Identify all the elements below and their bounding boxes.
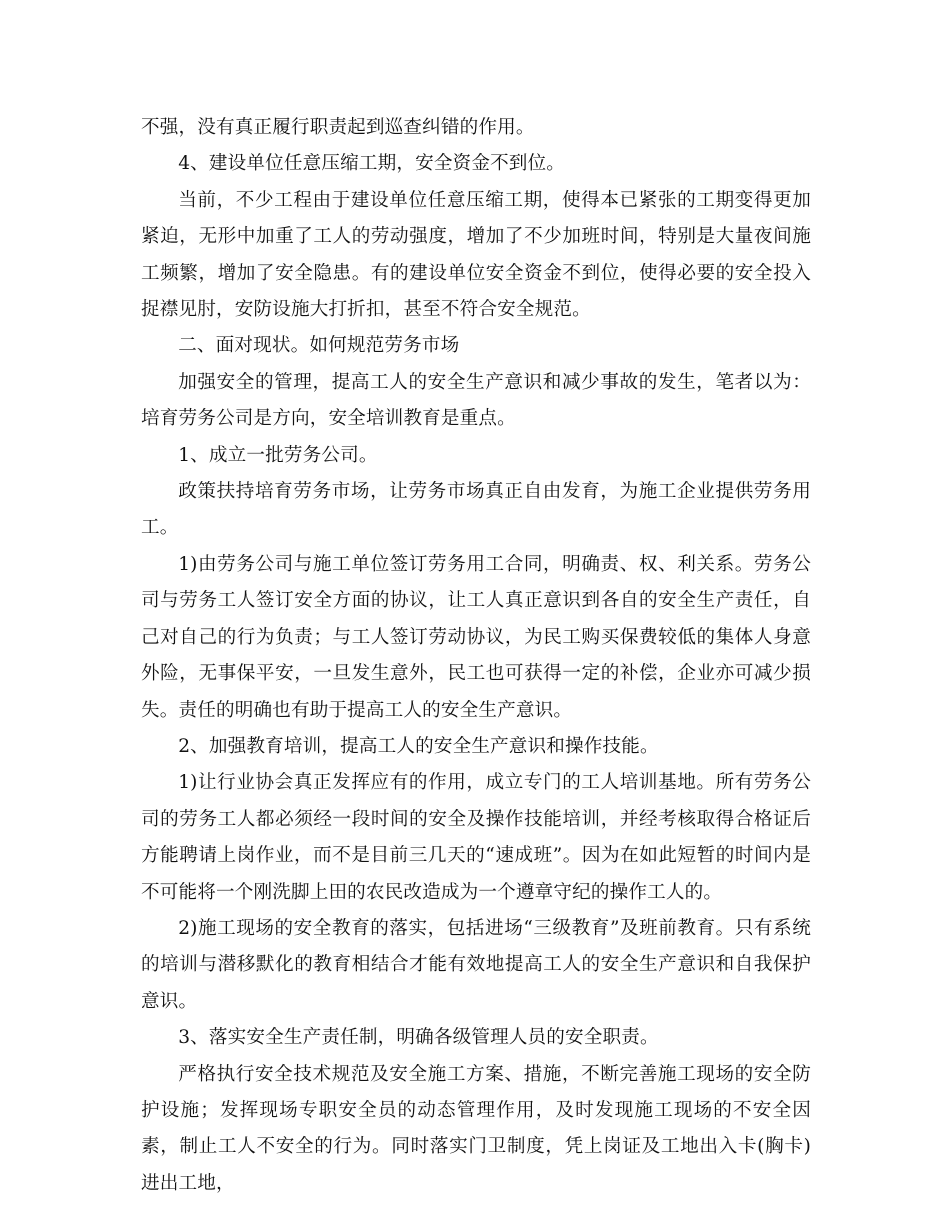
heading-item-4: 4、建设单位任意压缩工期，安全资金不到位。 xyxy=(178,153,566,175)
paragraph-training-base: 1)让行业协会真正发挥应有的作用，成立专门的工人培训基地。所有劳务公司的劳务工人都必须经一段时间的安全及操作技能培训，并经考核取得合格证后方能聘请上岗作业，而不是目前三几天的“速成班”。因为在如此短暂的时间内是不可能将一个刚洗脚上田的农民改造成为一个遵章守纪的操作工人的。 xyxy=(141,772,811,903)
heading-item-1: 1、成立一批劳务公司。 xyxy=(178,444,378,466)
paragraph-schedule-compression: 当前，不少工程由于建设单位任意压缩工期，使得本已紧张的工期变得更加紧迫，无形中加重了工人的劳动强度，增加了不少加班时间，特别是大量夜间施工频繁，增加了安全隐患。有的建设单位安全资金不到位，使得必要的安全投入捉襟见肘，安防设施大打折扣，甚至不符合安全规范。 xyxy=(141,189,811,321)
paragraph-continuation: 不强，没有真正履行职责起到巡查纠错的作用。 xyxy=(141,117,535,138)
heading-item-2: 2、加强教育培训，提高工人的安全生产意识和操作技能。 xyxy=(178,735,659,757)
paragraph-safety-regulations: 严格执行安全技术规范及安全施工方案、措施，不断完善施工现场的安全防护设施；发挥现场专职安全员的动态管理作用，及时发现施工现场的不安全因素，制止工人不安全的行为。同时落实门卫制度，凭上岗证及工地出入卡(胸卡)进出工地， xyxy=(141,1063,811,1194)
document-page xyxy=(141,110,811,1202)
paragraph-policy-support: 政策扶持培育劳务市场，让劳务市场真正自由发育，为施工企业提供劳务用工。 xyxy=(141,481,811,539)
section-heading-2: 二、面对现状。如何规范劳务市场 xyxy=(178,335,460,357)
paragraph-strengthen-safety: 加强安全的管理，提高工人的安全生产意识和减少事故的发生，笔者以为：培育劳务公司是方向，安全培训教育是重点。 xyxy=(141,371,811,430)
paragraph-site-education: 2)施工现场的安全教育的落实，包括进场“三级教育”及班前教育。只有系统的培训与潜移默化的教育相结合才能有效地提高工人的安全生产意识和自我保护意识。 xyxy=(141,917,811,1012)
paragraph-labor-contract: 1)由劳务公司与施工单位签订劳务用工合同，明确责、权、利关系。劳务公司与劳务工人签订安全方面的协议，让工人真正意识到各自的安全生产责任，自己对自己的行为负责；与工人签订劳动协议，为民工购买保费较低的集体人身意外险，无事保平安，一旦发生意外，民工也可获得一定的补偿，企业亦可减少损失。责任的明确也有助于提高工人的安全生产意识。 xyxy=(141,553,811,721)
heading-item-3: 3、落实安全生产责任制，明确各级管理人员的安全职责。 xyxy=(178,1027,659,1049)
